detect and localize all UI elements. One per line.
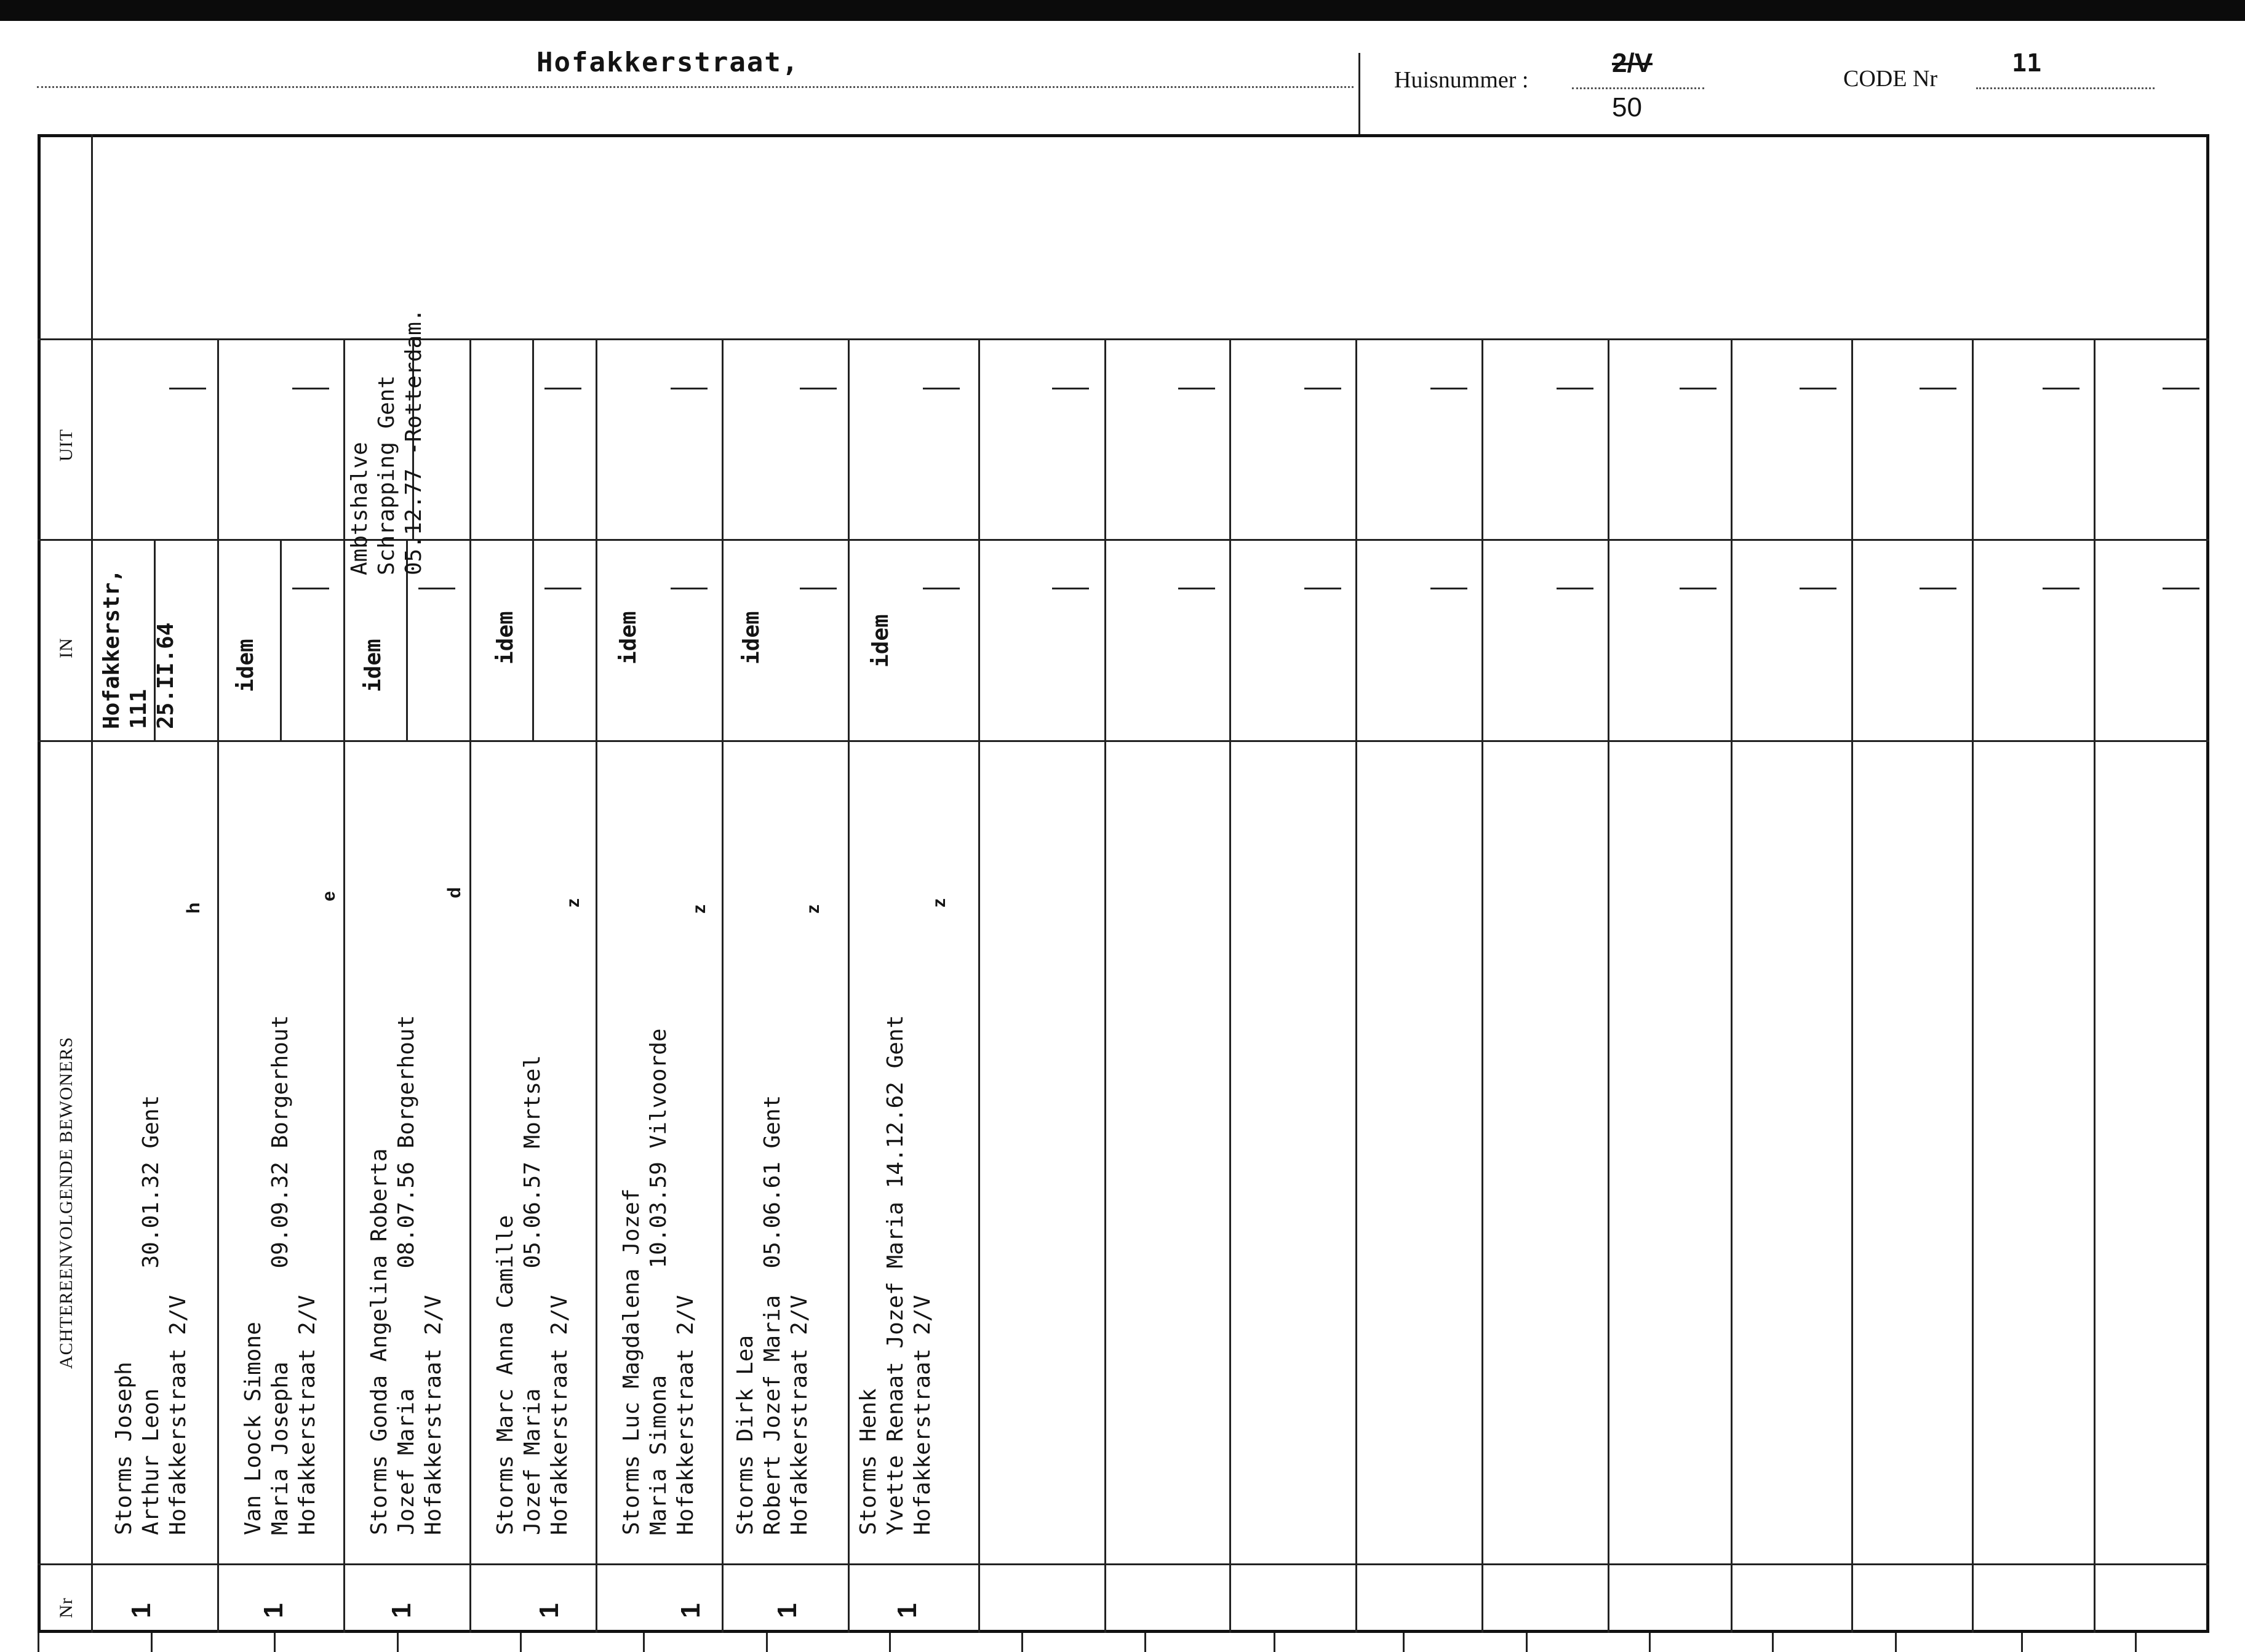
huisnummer-dotted-line	[1572, 87, 1704, 89]
empty-mark	[2163, 388, 2199, 389]
column-line	[1608, 338, 1609, 1633]
entry-bewoner: Storms Joseph Arthur Leon 30.01.32 Gent Hofakkerstraat 2/V	[111, 1095, 191, 1535]
section-label-uit: UIT	[56, 429, 76, 461]
edge-tick	[1403, 1633, 1405, 1652]
entry-uit: Ambtshalve Schrapping Gent 05.12.77 -Rotterdam.	[347, 308, 426, 575]
empty-mark	[800, 588, 837, 589]
edge-tick	[643, 1633, 645, 1652]
huisnummer-label: Huisnummer :	[1394, 67, 1529, 93]
entry-bewoner: Storms Marc Anna Camille Jozef Maria 05.06.57 Mortsel Hofakkerstraat 2/V	[493, 1055, 572, 1535]
entry-in: idem	[868, 614, 893, 668]
entry-nr: 1	[534, 1603, 564, 1618]
column-line	[343, 338, 345, 1633]
entry-in: idem	[233, 639, 258, 692]
entry-code: e	[319, 891, 339, 901]
empty-mark	[923, 388, 960, 389]
code-value: 11	[2012, 49, 2042, 78]
empty-mark	[169, 388, 206, 389]
empty-mark	[544, 588, 581, 589]
empty-mark	[418, 588, 455, 589]
edge-tick	[1526, 1633, 1528, 1652]
empty-mark	[1304, 588, 1341, 589]
column-line	[722, 338, 724, 1633]
empty-mark	[1920, 388, 1956, 389]
empty-mark	[671, 388, 708, 389]
column-line	[1731, 338, 1733, 1633]
entry-code: d	[444, 887, 465, 898]
edge-tick	[38, 1633, 39, 1652]
code-dotted-line	[1976, 87, 2155, 89]
entry-in: Hofakkerstr, 111 25.II.64	[99, 569, 178, 729]
empty-mark	[1304, 388, 1341, 389]
street-name: Hofakkerstraat,	[536, 47, 800, 78]
edge-tick	[766, 1633, 768, 1652]
empty-mark	[1800, 388, 1836, 389]
entry-nr: 1	[676, 1603, 706, 1618]
edge-tick	[1274, 1633, 1275, 1652]
edge-tick	[1021, 1633, 1023, 1652]
empty-mark	[1052, 588, 1089, 589]
entry-bewoner: Storms Gonda Angelina Roberta Jozef Maria 08.07.56 Borgerhout Hofakkerstraat 2/V	[367, 1015, 446, 1535]
entry-code: h	[183, 902, 204, 914]
empty-mark	[1557, 388, 1593, 389]
column-line	[1972, 338, 1974, 1633]
section-label-nr: Nr	[56, 1597, 76, 1618]
column-line	[217, 338, 219, 1633]
empty-mark	[1800, 588, 1836, 589]
entry-in: idem	[616, 611, 641, 664]
edge-tick	[397, 1633, 399, 1652]
entry-nr: 1	[126, 1603, 156, 1618]
column-line	[469, 338, 471, 1633]
separator-bewoners-in	[38, 740, 2209, 742]
entry-in: idem	[739, 611, 764, 664]
entry-nr: 1	[258, 1603, 289, 1618]
edge-tick	[1895, 1633, 1897, 1652]
column-line	[1481, 338, 1483, 1633]
empty-mark	[1557, 588, 1593, 589]
edge-tick	[1772, 1633, 1774, 1652]
entry-bewoner: Storms Dirk Lea Robert Jozef Maria 05.06.61 Gent Hofakkerstraat 2/V	[733, 1095, 812, 1535]
edge-tick	[520, 1633, 522, 1652]
edge-tick	[151, 1633, 153, 1652]
empty-mark	[1178, 388, 1215, 389]
empty-mark	[292, 588, 329, 589]
sub-column-line	[532, 539, 534, 740]
empty-mark	[2043, 388, 2080, 389]
empty-mark	[671, 588, 708, 589]
empty-mark	[2163, 588, 2199, 589]
edge-tick	[274, 1633, 276, 1652]
empty-mark	[1680, 588, 1717, 589]
empty-mark	[1680, 388, 1717, 389]
empty-mark	[2043, 588, 2080, 589]
column-line	[2094, 338, 2095, 1633]
huisnummer-old: 2/V	[1612, 48, 1653, 78]
column-line	[1104, 338, 1106, 1633]
empty-mark	[1178, 588, 1215, 589]
empty-mark	[1430, 588, 1467, 589]
empty-mark	[1052, 388, 1089, 389]
empty-mark	[292, 388, 329, 389]
edge-tick	[2135, 1633, 2137, 1652]
section-label-in: IN	[56, 637, 76, 658]
empty-mark	[923, 588, 960, 589]
entry-nr: 1	[772, 1603, 802, 1618]
scan-top-edge	[0, 0, 2245, 21]
empty-mark	[1430, 388, 1467, 389]
sub-column-line	[280, 539, 282, 740]
entry-in: idem	[493, 611, 518, 664]
entry-nr: 1	[892, 1603, 922, 1618]
street-dotted-line	[37, 86, 1354, 88]
entry-code: z	[689, 904, 709, 914]
header-separator	[1358, 53, 1360, 134]
empty-mark	[1920, 588, 1956, 589]
entry-bewoner: Storms Luc Magdalena Jozef Maria Simona 10.03.59 Vilvoorde Hofakkerstraat 2/V	[619, 1028, 698, 1535]
column-line	[1851, 338, 1853, 1633]
column-line	[848, 338, 850, 1633]
entry-code: z	[563, 898, 583, 908]
section-label-bewoners: ACHTEREENVOLGENDE BEWONERS	[56, 1036, 76, 1369]
code-label: CODE Nr	[1843, 66, 1938, 92]
sub-column-line	[532, 338, 534, 539]
edge-tick	[1649, 1633, 1651, 1652]
huisnummer-new: 50	[1612, 92, 1642, 122]
entry-in: idem	[361, 639, 386, 692]
column-line	[978, 338, 980, 1633]
empty-mark	[544, 388, 581, 389]
column-line	[1355, 338, 1357, 1633]
entry-code: z	[929, 898, 949, 908]
entry-code: z	[803, 904, 823, 914]
separator-nr	[38, 1563, 2209, 1565]
label-column-line	[91, 134, 93, 1633]
empty-mark	[800, 388, 837, 389]
column-line	[1229, 338, 1231, 1633]
edge-tick	[889, 1633, 891, 1652]
entry-bewoner: Van Loock Simone Maria Josepha 09.09.32 Borgerhout Hofakkerstraat 2/V	[241, 1015, 320, 1535]
entry-bewoner: Storms Henk Yvette Renaat Jozef Maria 14.12.62 Gent Hofakkerstraat 2/V	[856, 1015, 935, 1535]
edge-tick	[2021, 1633, 2023, 1652]
entry-nr: 1	[386, 1603, 417, 1618]
edge-tick	[1144, 1633, 1146, 1652]
column-line	[596, 338, 597, 1633]
